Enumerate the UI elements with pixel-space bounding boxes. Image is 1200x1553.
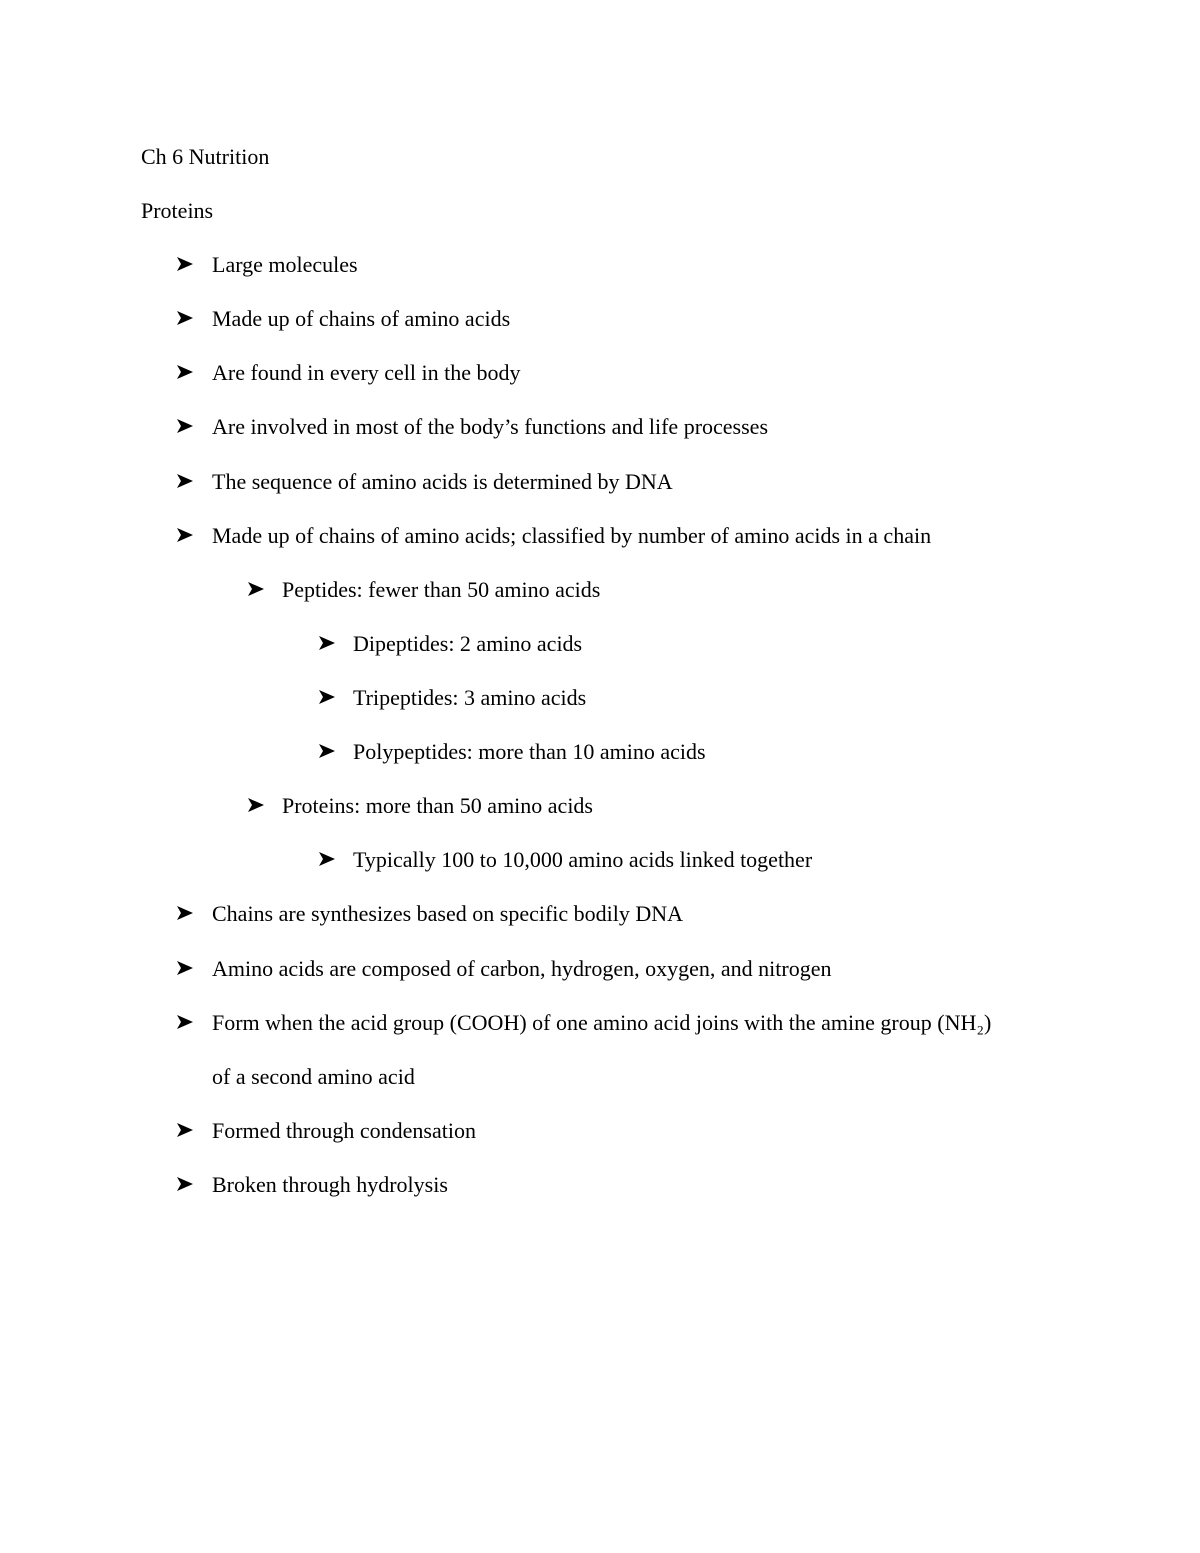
section-heading: Proteins: [141, 198, 214, 223]
list-item-text: Tripeptides: 3 amino acids: [353, 685, 587, 710]
arrowhead-bullet-icon: [318, 847, 340, 873]
list-item: [0, 631, 1200, 657]
list-item: [0, 901, 1200, 927]
list-item-text: Formed through condensation: [212, 1118, 476, 1143]
list-item: [0, 414, 1200, 440]
list-item: [0, 847, 1200, 873]
list-item-text: Amino acids are composed of carbon, hydrogen, oxygen, and nitrogen: [212, 956, 832, 981]
list-item-text: Typically 100 to 10,000 amino acids linked together: [353, 847, 813, 872]
list-item-text: Dipeptides: 2 amino acids: [353, 631, 583, 656]
list-item: [0, 252, 1200, 278]
list-item: [0, 577, 1200, 603]
list-item-text: Made up of chains of amino acids; classified by number of amino acids in a chain: [212, 523, 932, 548]
list-item: [0, 1172, 1200, 1198]
arrowhead-bullet-icon: [176, 956, 198, 982]
arrowhead-bullet-icon: [176, 1010, 198, 1036]
list-item-text: Polypeptides: more than 10 amino acids: [353, 739, 706, 764]
list-item: [0, 793, 1200, 819]
document-title: Ch 6 Nutrition: [141, 144, 270, 169]
list-item: [0, 1010, 1200, 1036]
list-item-text: of a second amino acid: [212, 1064, 415, 1089]
arrowhead-bullet-icon: [247, 793, 269, 819]
list-item-text: The sequence of amino acids is determined by DNA: [212, 469, 673, 494]
arrowhead-bullet-icon: [176, 306, 198, 332]
arrowhead-bullet-icon: [318, 685, 340, 711]
arrowhead-bullet-icon: [176, 414, 198, 440]
list-item: [0, 360, 1200, 386]
list-item-text: Chains are synthesizes based on specific bodily DNA: [212, 901, 684, 926]
list-item: [0, 685, 1200, 711]
arrowhead-bullet-icon: [176, 523, 198, 549]
list-item: [0, 1118, 1200, 1144]
list-item-text: Broken through hydrolysis: [212, 1172, 448, 1197]
list-item: [0, 469, 1200, 495]
list-item-text: Are involved in most of the body’s functions and life processes: [212, 414, 769, 439]
list-item: [0, 523, 1200, 549]
arrowhead-bullet-icon: [176, 1118, 198, 1144]
list-item-text: Are found in every cell in the body: [212, 360, 521, 385]
arrowhead-bullet-icon: [176, 252, 198, 278]
arrowhead-bullet-icon: [318, 739, 340, 765]
list-item-text: Proteins: more than 50 amino acids: [282, 793, 593, 818]
list-item: [0, 739, 1200, 765]
arrowhead-bullet-icon: [247, 577, 269, 603]
list-item: [0, 306, 1200, 332]
list-item-text: Made up of chains of amino acids: [212, 306, 511, 331]
list-item: [0, 956, 1200, 982]
list-item-continuation: [0, 1064, 1200, 1090]
arrowhead-bullet-icon: [176, 360, 198, 386]
arrowhead-bullet-icon: [318, 631, 340, 657]
list-item-text: Large molecules: [212, 252, 358, 277]
list-item-text: Peptides: fewer than 50 amino acids: [282, 577, 601, 602]
arrowhead-bullet-icon: [176, 469, 198, 495]
arrowhead-bullet-icon: [176, 901, 198, 927]
list-item-text: Form when the acid group (COOH) of one amino acid joins with the amine group (NH₂): [212, 1010, 992, 1035]
arrowhead-bullet-icon: [176, 1172, 198, 1198]
